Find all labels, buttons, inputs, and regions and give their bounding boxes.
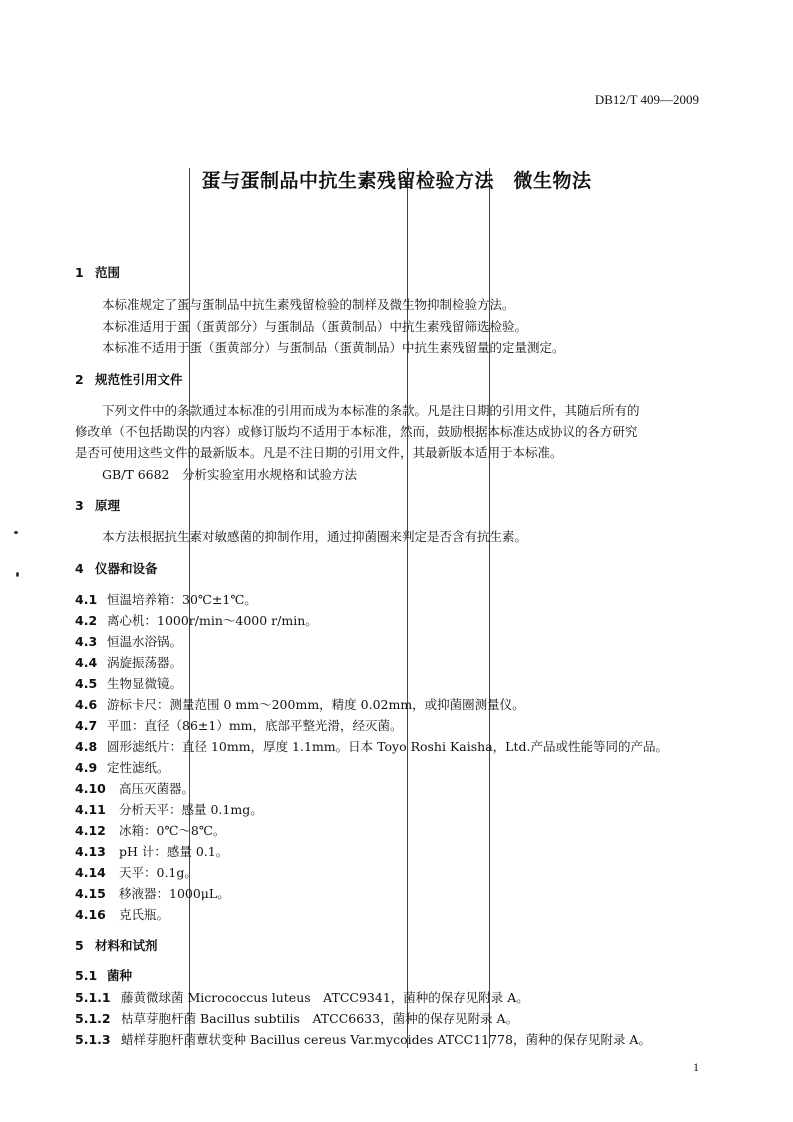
paragraph: 本标准规定了蛋与蛋制品中抗生素残留检验的制样及微生物抑制检验方法。 — [102, 297, 515, 312]
standard-number: DB12/T 409—2009 — [594, 92, 699, 107]
list-item: 5.1.2 枯草芽胞杆菌 Bacillus subtilis ATCC6633，菌种的保存见附录 A。 — [75, 1011, 519, 1026]
list-item: 4.7 平皿：直径（86±1）mm，底部平整光滑，经灭菌。 — [75, 718, 403, 733]
list-item: 4.2 离心机：1000r/min～4000 r/min。 — [75, 613, 318, 628]
list-item: 4.5 生物显微镜。 — [75, 676, 183, 691]
list-item: 4.9 定性滤纸。 — [75, 760, 170, 775]
section-heading: 3 原理 — [75, 498, 121, 513]
scan-speck — [14, 531, 18, 534]
list-item: 4.15 移液器：1000μL。 — [75, 886, 230, 901]
subsection-heading: 5.1 菌种 — [75, 968, 133, 983]
list-item: 4.8 圆形滤纸片：直径 10mm，厚度 1.1mm。日本 Toyo Roshi Kaisha，Ltd.产品或性能等同的产品。 — [75, 739, 668, 754]
section-heading: 2 规范性引用文件 — [75, 372, 183, 387]
list-item: 5.1.3 蜡样芽胞杆菌蕈状变种 Bacillus cereus Var.mycoides ATCC11778，菌种的保存见附录 A。 — [75, 1032, 651, 1047]
section-heading: 4 仪器和设备 — [75, 561, 158, 576]
paragraph: 本标准不适用于蛋（蛋黄部分）与蛋制品（蛋黄制品）中抗生素残留量的定量测定。 — [102, 340, 565, 355]
list-item: 5.1.1 藤黄微球菌 Micrococcus luteus ATCC9341，菌种的保存见附录 A。 — [75, 990, 529, 1005]
reference-standard: GB/T 6682 分析实验室用水规格和试验方法 — [102, 467, 358, 482]
list-item: 4.12 冰箱：0℃～8℃。 — [75, 823, 226, 838]
list-item: 4.16 克氏瓶。 — [75, 907, 170, 922]
page-number: 1 — [693, 1060, 699, 1074]
list-item: 4.4 涡旋振荡器。 — [75, 655, 183, 670]
list-item: 4.1 恒温培养箱：30℃±1℃。 — [75, 592, 257, 607]
section-heading: 5 材料和试剂 — [75, 938, 158, 953]
list-item: 4.14 天平：0.1g。 — [75, 865, 197, 880]
paragraph: 本标准适用于蛋（蛋黄部分）与蛋制品（蛋黄制品）中抗生素残留筛选检验。 — [102, 319, 528, 334]
list-item: 4.3 恒温水浴锅。 — [75, 634, 183, 649]
list-item: 4.10 高压灭菌器。 — [75, 781, 195, 796]
section-heading: 1 范围 — [75, 265, 121, 280]
paragraph: 修改单（不包括勘误的内容）或修订版均不适用于本标准，然而，鼓励根据本标准达成协议的各方研究 — [75, 424, 638, 439]
document-title: 蛋与蛋制品中抗生素残留检验方法 微生物法 — [201, 170, 592, 192]
paragraph: 下列文件中的条款通过本标准的引用而成为本标准的条款。凡是注日期的引用文件，其随后所有的 — [102, 403, 640, 418]
scan-speck — [16, 572, 19, 577]
paragraph: 是否可使用这些文件的最新版本。凡是不注日期的引用文件，其最新版本适用于本标准。 — [75, 445, 563, 460]
list-item: 4.6 游标卡尺：测量范围 0 mm～200mm，精度 0.02mm，或抑菌圈测量仪。 — [75, 697, 525, 712]
paragraph: 本方法根据抗生素对敏感菌的抑制作用，通过抑菌圈来判定是否含有抗生素。 — [102, 529, 528, 544]
list-item: 4.11 分析天平：感量 0.1mg。 — [75, 802, 263, 817]
list-item: 4.13 pH 计：感量 0.1。 — [75, 844, 229, 859]
